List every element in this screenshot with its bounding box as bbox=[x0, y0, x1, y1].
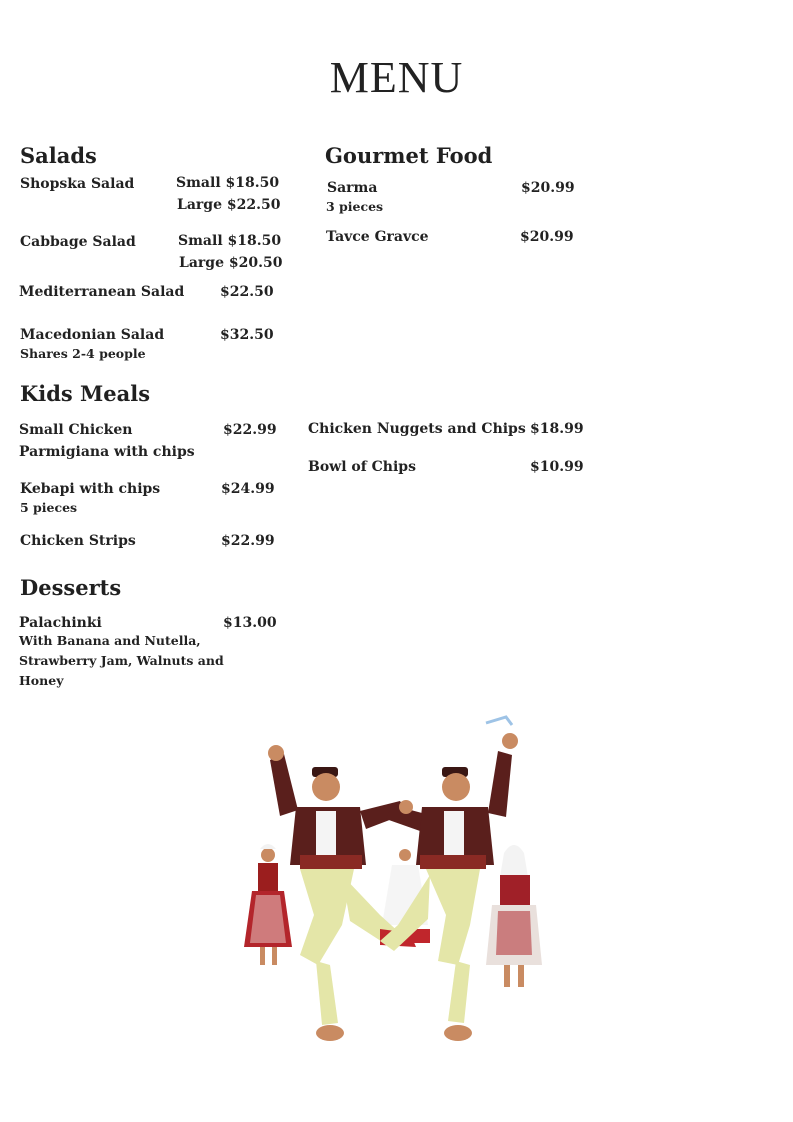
item-note-kebapi: 5 pieces bbox=[20, 500, 78, 515]
item-name-macedonian: Macedonian Salad bbox=[20, 327, 165, 343]
joined-hands bbox=[399, 800, 413, 814]
price-shopska-large: Large $22.50 bbox=[177, 197, 281, 213]
price-shopska-small: Small $18.50 bbox=[176, 175, 280, 191]
woman-right-figure bbox=[486, 845, 542, 987]
item-name-strips: Chicken Strips bbox=[20, 533, 136, 549]
price-tavce: $20.99 bbox=[520, 229, 574, 245]
item-name-nuggets: Chicken Nuggets and Chips bbox=[308, 421, 526, 437]
page-title: MENU bbox=[329, 53, 464, 102]
price-kebapi: $24.99 bbox=[221, 481, 275, 497]
item-name-cabbage: Cabbage Salad bbox=[20, 234, 136, 250]
section-heading-salads: Salads bbox=[20, 143, 97, 168]
price-parmigiana: $22.99 bbox=[223, 422, 277, 438]
item-name-palachinki: Palachinki bbox=[19, 615, 102, 631]
item-note-sarma: 3 pieces bbox=[326, 199, 384, 214]
item-name-kebapi: Kebapi with chips bbox=[20, 481, 161, 497]
item-name-parmigiana-line1: Small Chicken bbox=[19, 422, 133, 438]
folk-dancers-illustration bbox=[230, 715, 560, 1060]
woman-left-figure bbox=[244, 844, 292, 965]
price-chips: $10.99 bbox=[530, 459, 584, 475]
item-name-sarma: Sarma bbox=[327, 180, 378, 196]
item-name-chips: Bowl of Chips bbox=[308, 459, 416, 475]
price-strips: $22.99 bbox=[221, 533, 275, 549]
section-heading-kids: Kids Meals bbox=[20, 381, 151, 406]
item-name-mediterranean: Mediterranean Salad bbox=[19, 284, 185, 300]
price-nuggets: $18.99 bbox=[530, 421, 584, 437]
price-macedonian: $32.50 bbox=[220, 327, 274, 343]
price-cabbage-large: Large $20.50 bbox=[179, 255, 283, 271]
item-name-parmigiana-line2: Parmigiana with chips bbox=[19, 444, 195, 460]
section-heading-gourmet: Gourmet Food bbox=[325, 143, 493, 168]
item-name-shopska: Shopska Salad bbox=[20, 176, 135, 192]
item-note-palachinki-line3: Honey bbox=[19, 673, 64, 688]
item-note-macedonian: Shares 2-4 people bbox=[20, 346, 146, 361]
item-note-palachinki-line1: With Banana and Nutella, bbox=[19, 633, 201, 648]
price-palachinki: $13.00 bbox=[223, 615, 277, 631]
price-sarma: $20.99 bbox=[521, 180, 575, 196]
price-cabbage-small: Small $18.50 bbox=[178, 233, 282, 249]
item-note-palachinki-line2: Strawberry Jam, Walnuts and bbox=[19, 653, 224, 668]
item-name-tavce: Tavce Gravce bbox=[326, 229, 429, 245]
section-heading-desserts: Desserts bbox=[20, 575, 122, 600]
price-mediterranean: $22.50 bbox=[220, 284, 274, 300]
